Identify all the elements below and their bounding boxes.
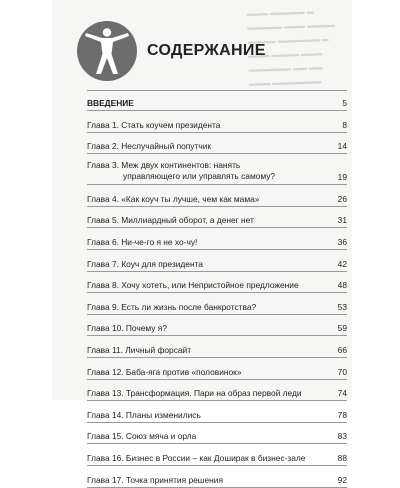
- toc-entry-title: Глава 7. Коуч для президента: [87, 258, 203, 269]
- toc-entry-chapter-9[interactable]: [87, 293, 347, 315]
- bleed-through-text: ▬▬▬ ▬▬▬▬▬ ▬ ▬▬▬▬▬ ▬▬▬ ▬▬▬▬ ▬▬▬▬ ▬▬▬▬▬▬ ▬ ▬▬▬ ▬▬▬▬ ▬▬▬ ▬▬▬▬▬▬ ▬▬ ▬▬ ▬▬▬ ▬▬▬▬▬▬▬: [246, 8, 336, 88]
- toc-entry-page-number: 14: [337, 141, 347, 152]
- toc-entry-title: Глава 2. Неслучайный попутчик: [87, 141, 212, 152]
- toc-entry-title: Глава 3. Меж двух континентов: нанять управляющего или управлять самому?: [87, 160, 276, 182]
- toc-entry-title: Глава 9. Есть ли жизнь после банкротства?: [87, 301, 257, 312]
- toc-entry-title: Глава 16. Бизнес в России – как Доширак в бизнес-зале: [87, 452, 306, 463]
- toc-entry-title: Глава 4. «Как коуч ты лучше, чем как мама»: [87, 193, 260, 204]
- toc-entry-chapter-5[interactable]: [87, 207, 347, 229]
- toc-entry-chapter-16[interactable]: [87, 444, 347, 466]
- toc-entry-page-number: 53: [337, 301, 347, 312]
- toc-entry-chapter-15[interactable]: [87, 423, 347, 445]
- toc-entry-page-number: 88: [337, 452, 347, 463]
- toc-entry-chapter-10[interactable]: [87, 315, 347, 337]
- toc-entry-title: Глава 8. Хочу хотеть, или Непристойное предложение: [87, 280, 299, 291]
- toc-entry-title: Глава 11. Личный форсайт: [87, 344, 192, 355]
- toc-entry-title: Глава 13. Трансформация. Пари на образ первой леди: [87, 388, 302, 399]
- toc-entry-page-number: 66: [337, 344, 347, 355]
- toc-entry-chapter-17[interactable]: [87, 466, 347, 488]
- toc-entry-page-number: 36: [337, 236, 347, 247]
- toc-entry-chapter-6[interactable]: [87, 228, 347, 250]
- toc-entry-chapter-8[interactable]: [87, 272, 347, 294]
- toc-entry-title: Глава 1. Стать коучем президента: [87, 119, 221, 130]
- toc-entry-page-number: 83: [337, 431, 347, 442]
- table-of-contents: [87, 90, 347, 488]
- toc-entry-chapter-1[interactable]: [87, 111, 347, 133]
- toc-entry-chapter-3[interactable]: [87, 154, 347, 185]
- toc-entry-page-number: 70: [337, 366, 347, 377]
- page-title: СОДЕРЖАНИЕ: [147, 42, 266, 59]
- toc-entry-chapter-14[interactable]: [87, 401, 347, 423]
- toc-entry-title: Глава 5. Миллиардный оборот, а денег нет: [87, 215, 254, 226]
- book-page: [52, 0, 352, 485]
- toc-entry-page-number: 31: [337, 215, 347, 226]
- toc-entry-introduction[interactable]: [87, 90, 347, 111]
- toc-entry-chapter-2[interactable]: [87, 133, 347, 155]
- toc-entry-chapter-11[interactable]: [87, 336, 347, 358]
- toc-entry-title: Глава 6. Ни-че-го я не хо-чу!: [87, 236, 198, 247]
- toc-entry-chapter-13[interactable]: [87, 380, 347, 402]
- toc-entry-title: Глава 10. Почему я?: [87, 323, 167, 334]
- vitruvian-figure-icon: [76, 20, 138, 82]
- toc-entry-chapter-7[interactable]: [87, 250, 347, 272]
- toc-entry-page-number: 8: [342, 119, 347, 130]
- toc-entry-page-number: 48: [337, 280, 347, 291]
- toc-entry-page-number: 42: [337, 258, 347, 269]
- toc-entry-title: Глава 14. Планы изменились: [87, 409, 201, 420]
- toc-entry-title: ВВЕДЕНИЕ: [87, 98, 134, 108]
- toc-entry-chapter-4[interactable]: [87, 185, 347, 207]
- toc-entry-page-number: 74: [337, 388, 347, 399]
- toc-entry-page-number: 5: [342, 98, 347, 108]
- toc-entry-title: Глава 12. Баба-яга против «половинок»: [87, 366, 242, 377]
- toc-entry-page-number: 78: [337, 409, 347, 420]
- toc-entry-title: Глава 15. Союз мяча и орла: [87, 431, 197, 442]
- toc-entry-page-number: 19: [337, 172, 347, 183]
- toc-entry-page-number: 59: [337, 323, 347, 334]
- toc-entry-page-number: 92: [337, 474, 347, 485]
- toc-entry-chapter-12[interactable]: [87, 358, 347, 380]
- toc-entry-page-number: 26: [337, 193, 347, 204]
- toc-entry-title: Глава 17. Точка принятия решения: [87, 474, 223, 485]
